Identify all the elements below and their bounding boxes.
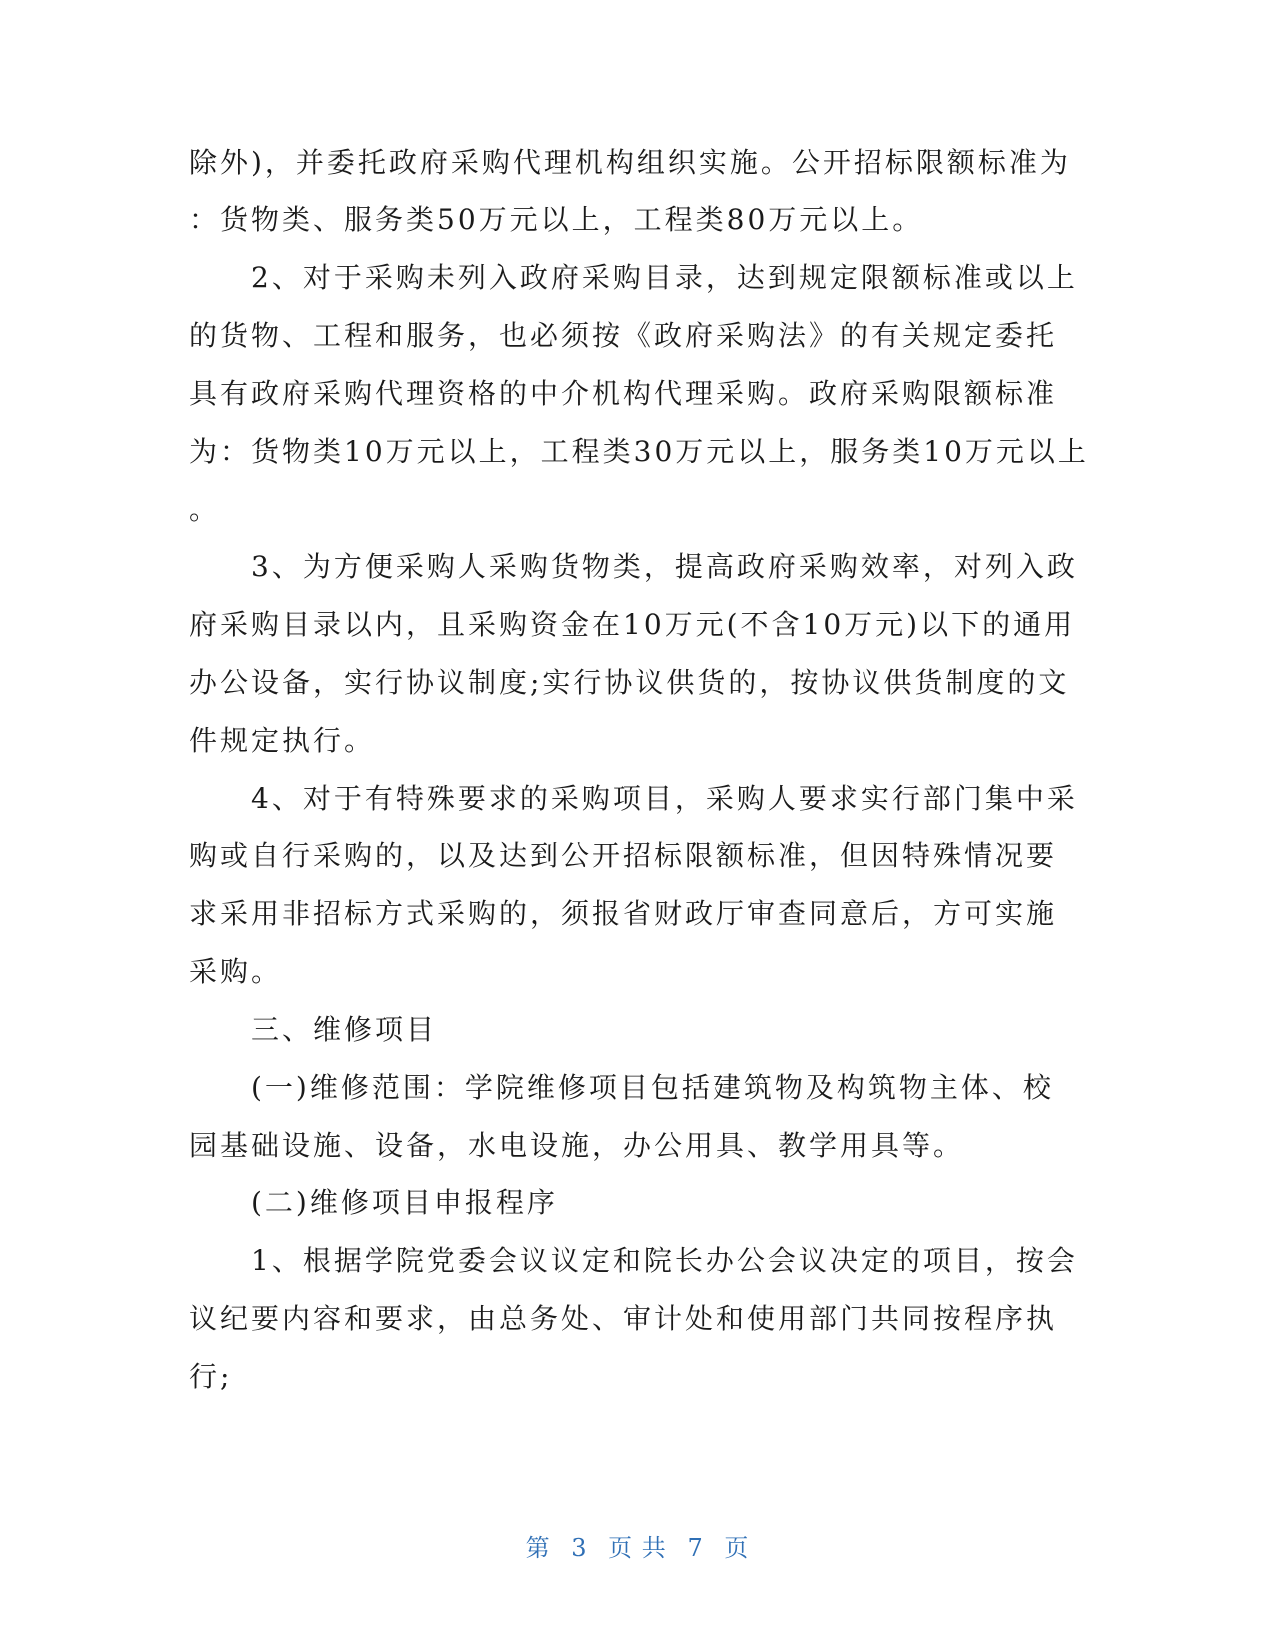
page-footer bbox=[0, 1528, 1275, 1563]
text-line: 2、对于采购未列入政府采购目录，达到规定限额标准或以上 bbox=[189, 261, 1078, 294]
footer-suffix: 页 bbox=[724, 1534, 750, 1562]
text-line: 议纪要内容和要求，由总务处、审计处和使用部门共同按程序执 bbox=[189, 1302, 1058, 1335]
current-page-number: 3 bbox=[571, 1534, 588, 1562]
text-line: 园基础设施、设备，水电设施，办公用具、教学用具等。 bbox=[189, 1129, 965, 1162]
text-line: 件规定执行。 bbox=[189, 724, 376, 757]
text-line: 为：货物类10万元以上，工程类30万元以上，服务类10万元以上 bbox=[189, 435, 1089, 468]
text-line: 具有政府采购代理资格的中介机构代理采购。政府采购限额标准 bbox=[189, 377, 1058, 410]
text-line: 购或自行采购的，以及达到公开招标限额标准，但因特殊情况要 bbox=[189, 839, 1058, 872]
footer-prefix: 第 bbox=[525, 1534, 551, 1562]
text-line: 办公设备，实行协议制度;实行协议供货的，按协议供货制度的文 bbox=[189, 666, 1070, 699]
section-heading: 三、维修项目 bbox=[189, 1013, 438, 1046]
total-pages-number: 7 bbox=[687, 1534, 704, 1562]
text-line: 4、对于有特殊要求的采购项目，采购人要求实行部门集中采 bbox=[189, 782, 1078, 815]
text-line: 求采用非招标方式采购的，须报省财政厅审查同意后，方可实施 bbox=[189, 897, 1058, 930]
text-line: 。 bbox=[189, 493, 221, 526]
text-line: 1、根据学院党委会议议定和院长办公会议决定的项目，按会 bbox=[189, 1244, 1078, 1277]
text-line: 行; bbox=[189, 1360, 233, 1393]
text-line: (一)维修范围：学院维修项目包括建筑物及构筑物主体、校 bbox=[189, 1071, 1054, 1104]
text-line: 3、为方便采购人采购货物类，提高政府采购效率，对列入政 bbox=[189, 550, 1078, 583]
footer-middle: 页 共 bbox=[608, 1534, 667, 1562]
text-line: 的货物、工程和服务，也必须按《政府采购法》的有关规定委托 bbox=[189, 319, 1058, 352]
text-line: ：货物类、服务类50万元以上，工程类80万元以上。 bbox=[189, 203, 924, 236]
text-line: 采购。 bbox=[189, 955, 283, 988]
text-line: 除外)，并委托政府采购代理机构组织实施。公开招标限额标准为 bbox=[189, 146, 1071, 179]
subsection-heading: (二)维修项目申报程序 bbox=[189, 1186, 558, 1219]
text-line: 府采购目录以内，且采购资金在10万元(不含10万元)以下的通用 bbox=[189, 608, 1076, 641]
